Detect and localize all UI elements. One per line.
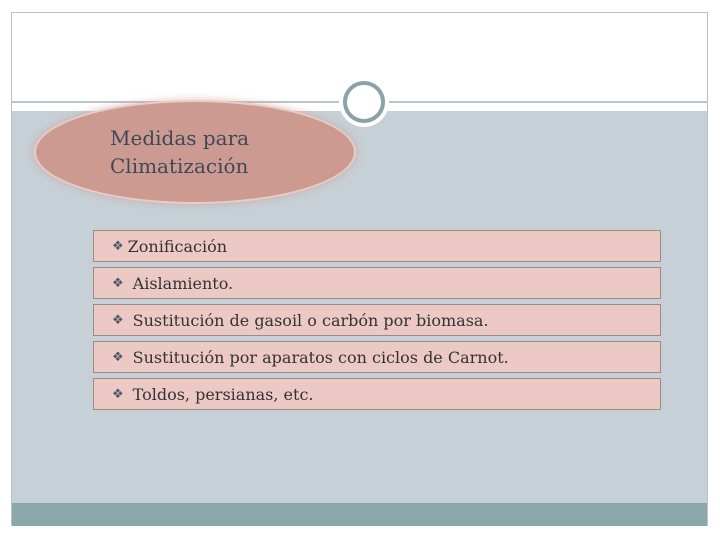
list-item [93,230,661,262]
bullet-list [93,230,661,415]
diamond-bullet-icon: ❖ [112,349,124,365]
bullet-text: Zonificación [127,236,228,256]
slide-title [110,124,290,180]
diamond-bullet-icon: ❖ [112,238,124,254]
bullet-text: Aislamiento. [132,273,234,293]
bullet-text: Toldos, persianas, etc. [132,384,314,404]
diamond-bullet-icon: ❖ [112,312,124,328]
title-line-1: Medidas para [110,126,250,150]
ring-ornament-icon [343,81,385,123]
title-ellipse [36,102,354,202]
bullet-text: Sustitución de gasoil o carbón por biomasa. [132,310,489,330]
title-line-2: Climatización [110,154,249,178]
list-item [93,378,661,410]
list-item [93,304,661,336]
list-item [93,267,661,299]
diamond-bullet-icon: ❖ [112,386,124,402]
diamond-bullet-icon: ❖ [112,275,124,291]
footer-band [12,503,707,526]
list-item [93,341,661,373]
bullet-text: Sustitución por aparatos con ciclos de Carnot. [132,347,509,367]
